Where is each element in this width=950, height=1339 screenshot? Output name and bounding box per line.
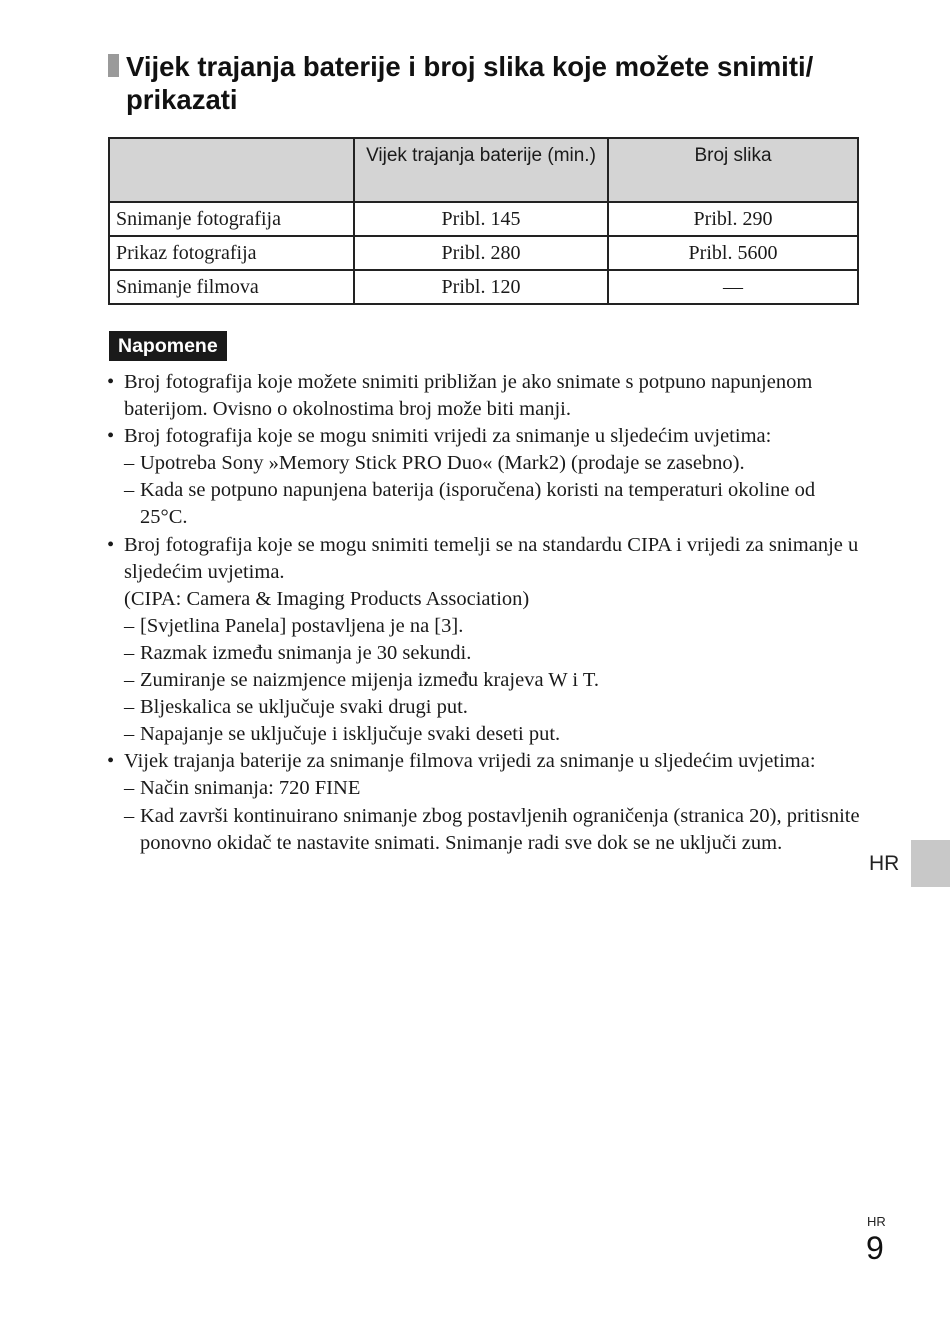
note-subitem: – Kada se potpuno napunjena baterija (isporučena) koristi na temperaturi okoline od 25°C.	[107, 477, 862, 531]
table-cell: Pribl. 280	[354, 236, 608, 270]
note-subitem: – Upotreba Sony »Memory Stick PRO Duo« (Mark2) (prodaje se zasebno).	[107, 450, 862, 477]
table-row	[109, 270, 858, 304]
table-row	[109, 236, 858, 270]
footer-language: HR	[867, 1214, 886, 1229]
table-header-cell: Broj slika	[608, 138, 858, 202]
table-cell: —	[608, 270, 858, 304]
note-subitem: – Kad završi kontinuirano snimanje zbog postavljenih ograničenja (stranica 20), pritisnite ponovno okidač te nastavite snimati. Snimanje radi sve dok se ne uključi zum.	[107, 803, 862, 857]
section-heading	[108, 50, 868, 116]
note-subitem: – Napajanje se uključuje i isključuje svaki deseti put.	[107, 721, 862, 748]
table-header-cell: Vijek trajanja baterije (min.)	[354, 138, 608, 202]
note-item: • Broj fotografija koje se mogu snimiti temelji se na standardu CIPA i vrijedi za snimanje u sljedećim uvjetima.	[107, 532, 862, 586]
notes-list	[107, 369, 862, 857]
note-subitem: – Razmak između snimanja je 30 sekundi.	[107, 640, 862, 667]
note-item: • Vijek trajanja baterije za snimanje filmova vrijedi za snimanje u sljedećim uvjetima:	[107, 748, 862, 775]
note-subitem: – Način snimanja: 720 FINE	[107, 775, 862, 802]
note-subitem: – Zumiranje se naizmjence mijenja između krajeva W i T.	[107, 667, 862, 694]
table-row	[109, 202, 858, 236]
heading-text: Vijek trajanja baterije i broj slika koje možete snimiti/ prikazati	[126, 51, 814, 115]
page-number: 9	[866, 1230, 884, 1266]
table-cell: Snimanje filmova	[109, 270, 354, 304]
table-cell: Pribl. 5600	[608, 236, 858, 270]
note-item: • Broj fotografija koje možete snimiti približan je ako snimate s potpuno napunjenom baterijom. Ovisno o okolnostima broj može biti manji.	[107, 369, 862, 423]
table-cell: Pribl. 290	[608, 202, 858, 236]
table-cell: Pribl. 120	[354, 270, 608, 304]
table-cell: Snimanje fotografija	[109, 202, 354, 236]
table-cell: Pribl. 145	[354, 202, 608, 236]
language-tab-label: HR	[869, 852, 900, 875]
note-subitem: – [Svjetlina Panela] postavljena je na [3].	[107, 613, 862, 640]
battery-table	[108, 137, 859, 305]
heading-marker-icon	[108, 54, 119, 77]
table-cell: Prikaz fotografija	[109, 236, 354, 270]
note-plain: (CIPA: Camera & Imaging Products Association)	[124, 587, 530, 610]
notes-label: Napomene	[109, 331, 227, 361]
note-subitem: – Bljeskalica se uključuje svaki drugi put.	[107, 694, 862, 721]
note-item: • Broj fotografija koje se mogu snimiti vrijedi za snimanje u sljedećim uvjetima:	[107, 423, 862, 450]
table-header-row	[109, 138, 858, 202]
language-side-tab	[911, 840, 950, 887]
table-header-cell	[109, 138, 354, 202]
